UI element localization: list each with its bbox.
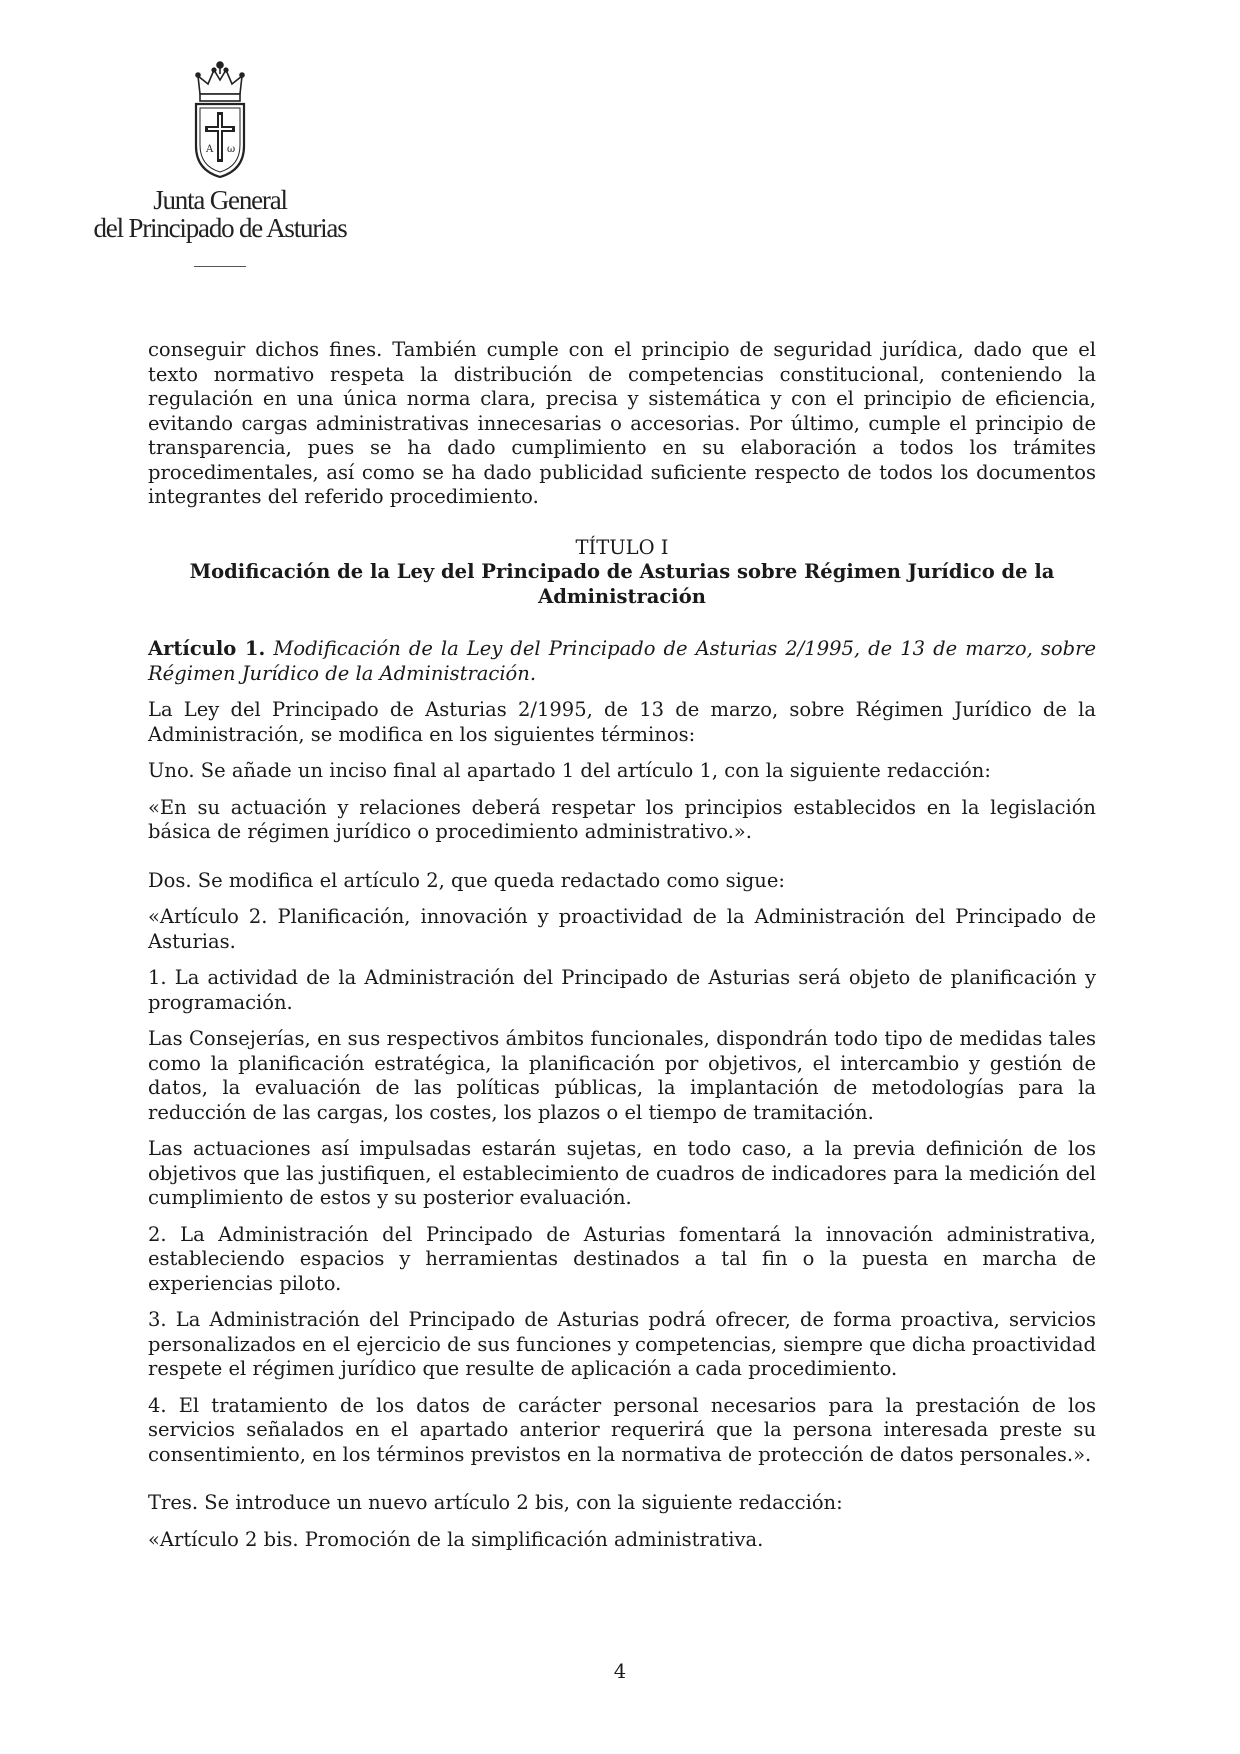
paragraph: Dos. Se modifica el artículo 2, que queda redactado como sigue: (148, 868, 785, 892)
svg-text:ω: ω (227, 144, 236, 155)
svg-text:A: A (206, 144, 214, 155)
paragraph: 2. La Administración del Principado de Asturias fomentará la innovación administrativa, estableciendo espacios y herramientas destinados a tal fin o la puesta en marcha de experiencias piloto. (148, 1222, 1096, 1295)
article-title: Modificación de la Ley del Principado de Asturias 2/1995, de 13 de marzo, sobre Régimen Jurídico de la Administración. (148, 637, 1096, 685)
paragraph: Tres. Se introduce un nuevo artículo 2 bis, con la siguiente redacción: (148, 1491, 843, 1514)
paragraph: La Ley del Principado de Asturias 2/1995, de 13 de marzo, sobre Régimen Jurídico de la Administración, se modifica en los siguientes términos: (148, 698, 1096, 746)
paragraph: «Artículo 2. Planificación, innovación y proactividad de la Administración del Principado de Asturias. (148, 905, 1096, 953)
paragraph: «Artículo 2 bis. Promoción de la simplificación administrativa. (148, 1527, 764, 1551)
paragraph: 1. La actividad de la Administración del Principado de Asturias será objeto de planificación y programación. (148, 966, 1096, 1014)
page-number: 4 (613, 1660, 627, 1683)
header-divider (194, 266, 246, 267)
article-heading (148, 637, 1096, 686)
paragraph: 3. La Administración del Principado de Asturias podrá ofrecer, de forma proactiva, servicios personalizados en el ejercicio de sus funciones y competencias, siempre que dicha proactividad respete el régimen jurídico que resulte de aplicación a cada procedimiento. (148, 1308, 1096, 1380)
org-name-line1: Junta General (153, 185, 287, 215)
title-heading (148, 536, 1096, 610)
paragraph: Uno. Se añade un inciso final al apartado 1 del artículo 1, con la siguiente redacción: (148, 759, 991, 782)
paragraph: Las Consejerías, en sus respectivos ámbitos funcionales, dispondrán todo tipo de medidas tales como la planificación estratégica, la planificación por objetivos, el intercambio y gestión de datos, la evaluación de las políticas públicas, la implantación de metodologías para la reducción de las cargas, los costes, los plazos o el tiempo de tramitación. (148, 1027, 1096, 1124)
paragraph: Las actuaciones así impulsadas estarán sujetas, en todo caso, a la previa definición de los objetivos que las justifiquen, el establecimiento de cuadros de indicadores para la medición del cumplimiento de estos y su posterior evaluación. (148, 1137, 1096, 1209)
letterhead (70, 60, 370, 267)
org-name-line2: del Principado de Asturias (93, 213, 347, 243)
document-body (148, 338, 1096, 1564)
paragraph: 4. El tratamiento de los datos de carácter personal necesarios para la prestación de los servicios señalados en el apartado anterior requerirá que la persona interesada preste su consentimiento, en los términos previstos en la normativa de protección de datos personales.». (148, 1393, 1096, 1466)
article-label: Artículo 1. (148, 637, 266, 660)
title-name: Modificación de la Ley del Principado de Asturias sobre Régimen Jurídico de la Administración (189, 560, 1055, 608)
intro-paragraph: conseguir dichos fines. También cumple con el principio de seguridad jurídica, dado que el texto normativo respeta la distribución de competencias constitucional, conteniendo la regulación en una única norma clara, precisa y sistemática y con el principio de eficiencia, evitando cargas administrativas innecesarias o accesorias. Por último, cumple el principio de transparencia, pues se ha dado cumplimiento en su elaboración a todos los trámites procedimentales, así como se ha dado publicidad suficiente respecto de todos los documentos integrantes del referido procedimiento. (148, 338, 1096, 508)
coat-of-arms-icon (180, 60, 260, 180)
title-number: TÍTULO I (575, 535, 669, 559)
paragraph: «En su actuación y relaciones deberá respetar los principios establecidos en la legislación básica de régimen jurídico o procedimiento administrativo.». (148, 795, 1096, 843)
